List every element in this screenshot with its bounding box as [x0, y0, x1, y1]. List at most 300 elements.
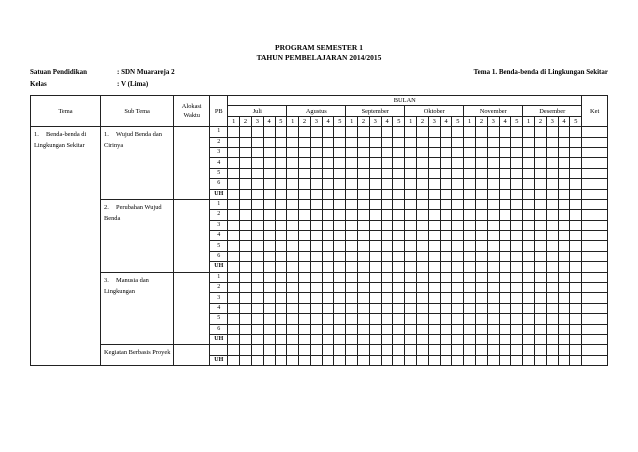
- week-cell: [346, 168, 358, 178]
- week-cell: [287, 137, 299, 147]
- week-cell: [381, 220, 393, 230]
- week-cell: [334, 355, 346, 365]
- week-cell: [440, 303, 452, 313]
- week-cell: [417, 168, 429, 178]
- week-cell: [546, 345, 558, 355]
- week-cell: [452, 251, 464, 261]
- week-cell: [346, 283, 358, 293]
- pb-cell: 2: [210, 283, 228, 293]
- week-cell: [546, 314, 558, 324]
- week-cell: [393, 210, 405, 220]
- week-cell: [299, 314, 311, 324]
- week-cell: [570, 179, 582, 189]
- week-cell: [570, 324, 582, 334]
- week-header: 5: [334, 116, 346, 126]
- week-cell: [452, 168, 464, 178]
- week-cell: [511, 147, 523, 157]
- week-cell: [546, 179, 558, 189]
- week-cell: [358, 189, 370, 199]
- week-cell: [251, 199, 263, 209]
- week-cell: [428, 220, 440, 230]
- ket-cell: [582, 147, 608, 157]
- week-cell: [228, 127, 240, 137]
- week-header: 1: [523, 116, 535, 126]
- week-cell: [511, 283, 523, 293]
- week-cell: [417, 210, 429, 220]
- week-cell: [464, 314, 476, 324]
- week-cell: [228, 147, 240, 157]
- week-cell: [358, 345, 370, 355]
- week-cell: [546, 189, 558, 199]
- week-cell: [546, 355, 558, 365]
- week-cell: [393, 314, 405, 324]
- week-cell: [228, 199, 240, 209]
- week-cell: [228, 189, 240, 199]
- week-cell: [558, 355, 570, 365]
- week-cell: [452, 334, 464, 344]
- pb-cell: 6: [210, 179, 228, 189]
- week-cell: [393, 127, 405, 137]
- week-cell: [251, 158, 263, 168]
- week-cell: [369, 147, 381, 157]
- week-cell: [570, 168, 582, 178]
- week-cell: [523, 179, 535, 189]
- week-cell: [322, 147, 334, 157]
- week-cell: [369, 324, 381, 334]
- subtema-number: 3.: [104, 276, 109, 284]
- week-cell: [322, 127, 334, 137]
- week-cell: [428, 210, 440, 220]
- week-cell: [251, 334, 263, 344]
- subtema-text: [101, 273, 173, 297]
- week-cell: [405, 168, 417, 178]
- week-cell: [381, 272, 393, 282]
- week-cell: [558, 220, 570, 230]
- class-value: : V (Lima): [117, 80, 149, 88]
- week-cell: [476, 199, 488, 209]
- week-cell: [546, 251, 558, 261]
- week-cell: [381, 355, 393, 365]
- week-cell: [570, 241, 582, 251]
- week-cell: [287, 314, 299, 324]
- week-cell: [464, 293, 476, 303]
- week-cell: [464, 262, 476, 272]
- week-cell: [251, 189, 263, 199]
- week-cell: [417, 231, 429, 241]
- week-header: 1: [405, 116, 417, 126]
- week-cell: [299, 334, 311, 344]
- week-cell: [476, 355, 488, 365]
- week-cell: [275, 272, 287, 282]
- week-cell: [558, 293, 570, 303]
- week-header: 3: [369, 116, 381, 126]
- week-cell: [322, 199, 334, 209]
- week-cell: [535, 251, 547, 261]
- week-cell: [417, 189, 429, 199]
- week-cell: [228, 314, 240, 324]
- week-cell: [322, 189, 334, 199]
- pb-cell: 4: [210, 303, 228, 313]
- week-header: 4: [499, 116, 511, 126]
- week-cell: [499, 251, 511, 261]
- week-cell: [405, 189, 417, 199]
- week-cell: [275, 251, 287, 261]
- week-cell: [393, 251, 405, 261]
- week-cell: [440, 199, 452, 209]
- week-cell: [476, 158, 488, 168]
- week-cell: [287, 303, 299, 313]
- week-cell: [369, 189, 381, 199]
- week-header: 2: [417, 116, 429, 126]
- week-cell: [287, 345, 299, 355]
- week-cell: [499, 262, 511, 272]
- week-cell: [558, 251, 570, 261]
- week-cell: [322, 251, 334, 261]
- week-cell: [322, 220, 334, 230]
- week-header: 3: [487, 116, 499, 126]
- week-cell: [535, 241, 547, 251]
- week-cell: [287, 147, 299, 157]
- week-cell: [523, 272, 535, 282]
- week-cell: [240, 189, 252, 199]
- week-cell: [511, 189, 523, 199]
- alokasi-cell: [174, 199, 210, 272]
- subtema-cell: [101, 199, 174, 272]
- week-cell: [358, 314, 370, 324]
- week-cell: [240, 345, 252, 355]
- ket-cell: [582, 189, 608, 199]
- week-cell: [251, 168, 263, 178]
- week-cell: [251, 179, 263, 189]
- week-cell: [487, 303, 499, 313]
- tema-cell: [31, 127, 101, 366]
- week-cell: [240, 231, 252, 241]
- week-cell: [546, 127, 558, 137]
- week-cell: [440, 355, 452, 365]
- week-cell: [487, 324, 499, 334]
- week-cell: [228, 168, 240, 178]
- week-cell: [287, 199, 299, 209]
- week-cell: [558, 210, 570, 220]
- week-cell: [310, 314, 322, 324]
- week-cell: [546, 283, 558, 293]
- week-cell: [275, 220, 287, 230]
- ket-cell: [582, 345, 608, 355]
- week-cell: [393, 334, 405, 344]
- week-cell: [334, 262, 346, 272]
- subtema-number: 1.: [104, 131, 109, 139]
- week-cell: [263, 137, 275, 147]
- week-cell: [346, 189, 358, 199]
- week-cell: [369, 303, 381, 313]
- week-cell: [570, 272, 582, 282]
- week-cell: [299, 303, 311, 313]
- week-cell: [464, 158, 476, 168]
- week-cell: [546, 334, 558, 344]
- week-cell: [263, 231, 275, 241]
- week-cell: [570, 334, 582, 344]
- week-cell: [428, 334, 440, 344]
- project-text: Kegiatan Berbasis Proyek: [104, 349, 171, 357]
- week-cell: [369, 334, 381, 344]
- week-cell: [464, 241, 476, 251]
- week-cell: [346, 324, 358, 334]
- week-cell: [511, 272, 523, 282]
- week-cell: [393, 345, 405, 355]
- week-cell: [570, 220, 582, 230]
- ket-cell: [582, 334, 608, 344]
- week-cell: [499, 303, 511, 313]
- week-cell: [228, 283, 240, 293]
- week-cell: [358, 231, 370, 241]
- week-cell: [428, 137, 440, 147]
- week-cell: [546, 231, 558, 241]
- week-cell: [570, 199, 582, 209]
- week-cell: [346, 345, 358, 355]
- week-cell: [334, 272, 346, 282]
- week-cell: [511, 168, 523, 178]
- week-cell: [417, 220, 429, 230]
- week-cell: [535, 189, 547, 199]
- week-cell: [511, 355, 523, 365]
- week-cell: [263, 355, 275, 365]
- week-cell: [476, 283, 488, 293]
- week-cell: [322, 241, 334, 251]
- week-cell: [428, 179, 440, 189]
- week-cell: [428, 127, 440, 137]
- week-cell: [381, 158, 393, 168]
- week-cell: [546, 210, 558, 220]
- week-cell: [358, 251, 370, 261]
- week-header: 1: [287, 116, 299, 126]
- week-cell: [523, 127, 535, 137]
- week-cell: [251, 147, 263, 157]
- week-cell: [417, 262, 429, 272]
- week-cell: [476, 220, 488, 230]
- week-header: 5: [275, 116, 287, 126]
- week-cell: [299, 158, 311, 168]
- week-cell: [452, 293, 464, 303]
- week-cell: [440, 251, 452, 261]
- week-cell: [240, 334, 252, 344]
- week-cell: [287, 334, 299, 344]
- week-cell: [570, 210, 582, 220]
- week-cell: [476, 314, 488, 324]
- week-cell: [310, 355, 322, 365]
- school-label: Satuan Pendidikan: [30, 68, 87, 76]
- week-cell: [251, 293, 263, 303]
- week-cell: [511, 158, 523, 168]
- class-label: Kelas: [30, 80, 47, 88]
- week-cell: [263, 345, 275, 355]
- week-cell: [322, 168, 334, 178]
- week-cell: [228, 251, 240, 261]
- week-cell: [263, 251, 275, 261]
- week-cell: [476, 179, 488, 189]
- week-cell: [511, 251, 523, 261]
- week-cell: [263, 334, 275, 344]
- week-cell: [476, 251, 488, 261]
- week-cell: [346, 272, 358, 282]
- week-cell: [546, 137, 558, 147]
- week-cell: [393, 324, 405, 334]
- week-cell: [428, 324, 440, 334]
- week-cell: [299, 231, 311, 241]
- week-cell: [299, 179, 311, 189]
- week-cell: [523, 210, 535, 220]
- week-cell: [535, 355, 547, 365]
- week-cell: [558, 303, 570, 313]
- alokasi-cell: [174, 272, 210, 345]
- week-cell: [487, 314, 499, 324]
- uh-cell: UH: [210, 262, 228, 272]
- week-cell: [393, 199, 405, 209]
- week-cell: [535, 334, 547, 344]
- week-cell: [570, 137, 582, 147]
- week-cell: [476, 272, 488, 282]
- week-cell: [251, 355, 263, 365]
- week-cell: [369, 158, 381, 168]
- week-cell: [487, 147, 499, 157]
- week-cell: [405, 137, 417, 147]
- week-cell: [228, 293, 240, 303]
- week-cell: [393, 241, 405, 251]
- tema-number: 1.: [34, 131, 39, 139]
- week-cell: [428, 168, 440, 178]
- week-cell: [381, 168, 393, 178]
- week-cell: [263, 127, 275, 137]
- week-cell: [287, 355, 299, 365]
- week-cell: [546, 272, 558, 282]
- week-cell: [511, 210, 523, 220]
- week-cell: [299, 293, 311, 303]
- week-cell: [381, 314, 393, 324]
- week-cell: [417, 251, 429, 261]
- week-cell: [499, 283, 511, 293]
- subtema-number: 2.: [104, 203, 109, 211]
- week-cell: [405, 314, 417, 324]
- week-cell: [417, 127, 429, 137]
- week-cell: [334, 283, 346, 293]
- week-cell: [440, 137, 452, 147]
- week-cell: [322, 272, 334, 282]
- week-cell: [381, 147, 393, 157]
- week-cell: [570, 303, 582, 313]
- week-cell: [263, 303, 275, 313]
- week-cell: [346, 158, 358, 168]
- header-tema: Tema: [31, 96, 101, 127]
- week-cell: [369, 210, 381, 220]
- month-header: Desember: [523, 106, 582, 116]
- week-cell: [499, 272, 511, 282]
- week-cell: [381, 199, 393, 209]
- week-cell: [393, 137, 405, 147]
- pb-cell: 4: [210, 158, 228, 168]
- week-cell: [275, 137, 287, 147]
- week-header: 5: [393, 116, 405, 126]
- week-cell: [275, 179, 287, 189]
- week-cell: [546, 199, 558, 209]
- week-cell: [558, 324, 570, 334]
- week-cell: [228, 220, 240, 230]
- week-cell: [322, 334, 334, 344]
- ket-cell: [582, 283, 608, 293]
- week-cell: [346, 231, 358, 241]
- week-cell: [476, 137, 488, 147]
- week-cell: [240, 158, 252, 168]
- week-cell: [263, 262, 275, 272]
- week-cell: [476, 168, 488, 178]
- week-cell: [405, 293, 417, 303]
- week-cell: [240, 241, 252, 251]
- week-cell: [381, 303, 393, 313]
- pb-cell: 5: [210, 168, 228, 178]
- week-cell: [334, 231, 346, 241]
- week-cell: [346, 179, 358, 189]
- week-cell: [299, 262, 311, 272]
- week-header: 2: [358, 116, 370, 126]
- pb-cell: 4: [210, 231, 228, 241]
- month-header: Juli: [228, 106, 287, 116]
- week-cell: [487, 127, 499, 137]
- tema-label: Benda-benda di Lingkungan Sekitar: [34, 131, 87, 150]
- week-cell: [476, 127, 488, 137]
- week-cell: [440, 231, 452, 241]
- week-cell: [440, 324, 452, 334]
- week-cell: [511, 324, 523, 334]
- week-cell: [499, 189, 511, 199]
- week-cell: [240, 324, 252, 334]
- week-cell: [310, 293, 322, 303]
- week-cell: [464, 231, 476, 241]
- week-cell: [275, 283, 287, 293]
- week-cell: [369, 179, 381, 189]
- week-header: 3: [251, 116, 263, 126]
- week-header: 2: [299, 116, 311, 126]
- week-cell: [464, 345, 476, 355]
- week-cell: [358, 199, 370, 209]
- week-cell: [322, 137, 334, 147]
- school-value: : SDN Muarareja 2: [117, 68, 175, 76]
- week-cell: [417, 272, 429, 282]
- week-cell: [464, 303, 476, 313]
- week-cell: [287, 324, 299, 334]
- week-cell: [299, 147, 311, 157]
- week-cell: [487, 189, 499, 199]
- week-cell: [369, 293, 381, 303]
- week-cell: [369, 231, 381, 241]
- alokasi-cell: [174, 345, 210, 366]
- week-cell: [546, 158, 558, 168]
- ket-cell: [582, 158, 608, 168]
- week-cell: [535, 168, 547, 178]
- week-cell: [440, 334, 452, 344]
- week-cell: [299, 220, 311, 230]
- week-cell: [334, 303, 346, 313]
- week-cell: [535, 147, 547, 157]
- week-cell: [499, 127, 511, 137]
- week-cell: [452, 220, 464, 230]
- week-cell: [251, 262, 263, 272]
- week-cell: [346, 251, 358, 261]
- week-cell: [428, 283, 440, 293]
- week-cell: [558, 137, 570, 147]
- week-cell: [499, 324, 511, 334]
- week-cell: [228, 210, 240, 220]
- week-cell: [240, 147, 252, 157]
- week-cell: [546, 293, 558, 303]
- week-cell: [523, 334, 535, 344]
